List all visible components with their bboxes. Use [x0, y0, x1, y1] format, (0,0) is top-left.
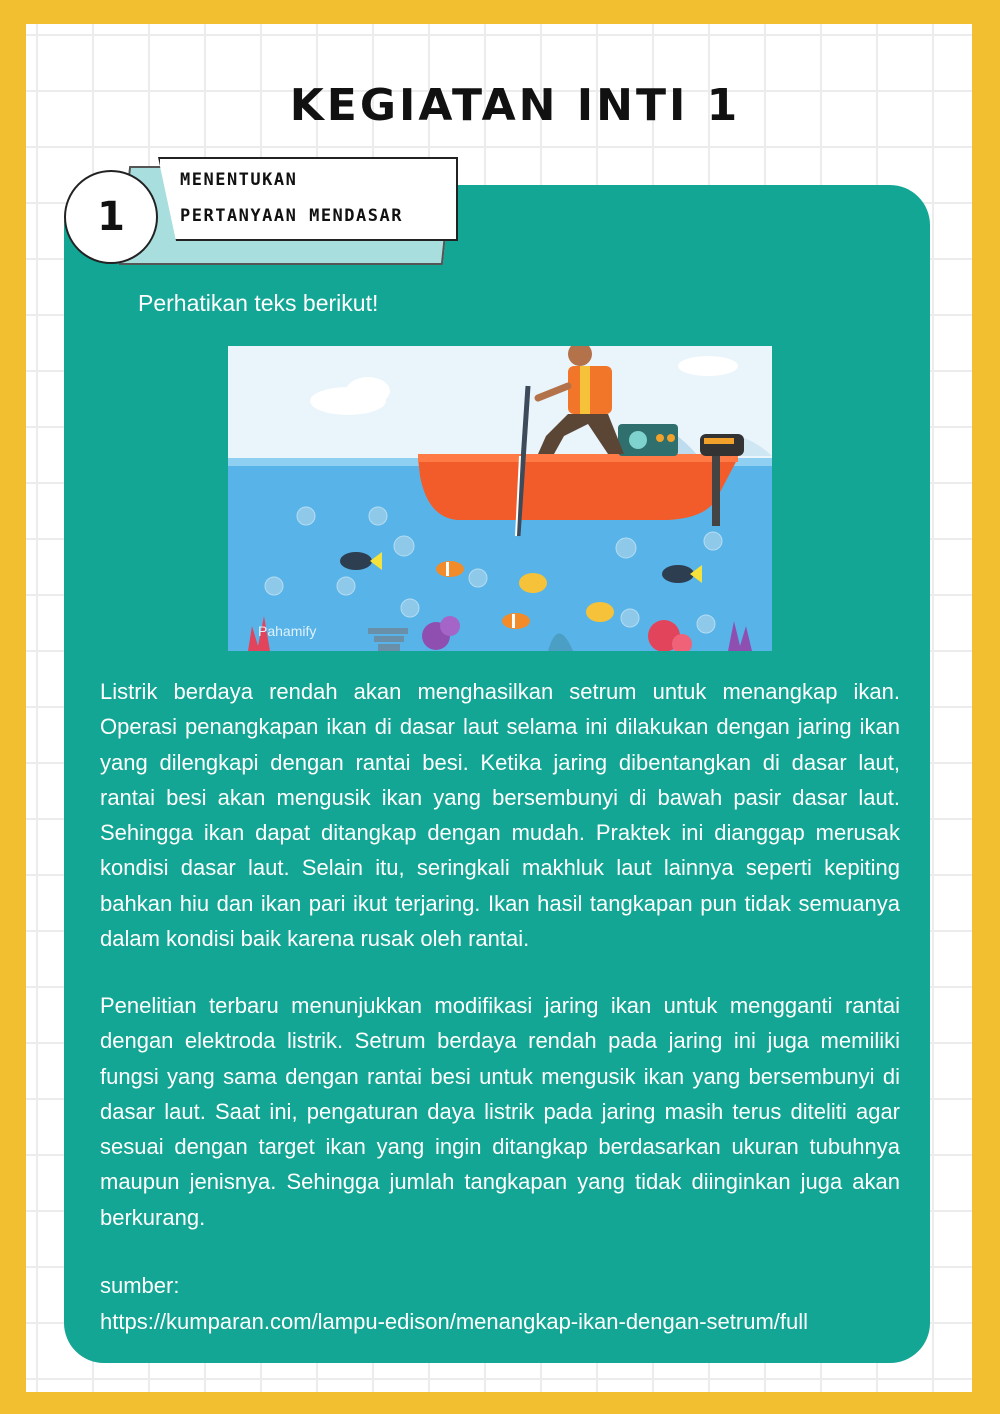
step-label-line2: PERTANYAAN MENDASAR: [180, 206, 403, 226]
step-number-badge: 1: [64, 170, 158, 264]
source-label: sumber:: [100, 1273, 180, 1298]
watermark-text: Pahamify: [258, 623, 317, 639]
fishing-illustration: [228, 346, 772, 651]
paragraph-1: Listrik berdaya rendah akan menghasilkan setrum untuk menangkap ikan. Operasi penangkapan ikan di dasar laut selama ini dilakukan dengan jaring ikan yang dilengkapi dengan rantai besi. Ketika jaring dibentangkan di dasar laut, rantai besi akan mengusik ikan yang bersembunyi di bawah pasir dasar laut. Sehingga ikan dapat ditangkap dengan mudah. Praktek ini dianggap merusak kondisi dasar laut. Selain itu, seringkali makhluk laut lainnya seperti kepiting bahkan hiu dan ikan pari ikut terjaring. Ikan hasil tangkapan pun tidak semuanya dalam kondisi baik karena rusak oleh rantai.: [100, 679, 900, 952]
step-label: [180, 162, 450, 234]
source-url: https://kumparan.com/lampu-edison/menangkap-ikan-dengan-setrum/full: [100, 1309, 809, 1334]
paragraph-2: Penelitian terbaru menunjukkan modifikasi jaring ikan untuk mengganti rantai dengan elektroda listrik. Setrum berdaya rendah pada jaring ini juga memiliki fungsi yang sama dengan rantai besi untuk mengusik ikan yang bersembunyi di dasar laut. Saat ini, pengaturan daya listrik pada jaring masih terus diteliti agar sesuai dengan target ikan yang ingin ditangkap berdasarkan ukuran tubuhnya maupun jenisnya. Sehingga jumlah tangkapan yang tidak diinginkan juga akan berkurang.: [100, 993, 900, 1230]
fishing-scene-image: [228, 346, 772, 651]
step-label-line1: MENENTUKAN: [180, 170, 298, 190]
page-title: KEGIATAN INTI 1: [289, 80, 741, 131]
intro-text: Perhatikan teks berikut!: [138, 290, 379, 316]
